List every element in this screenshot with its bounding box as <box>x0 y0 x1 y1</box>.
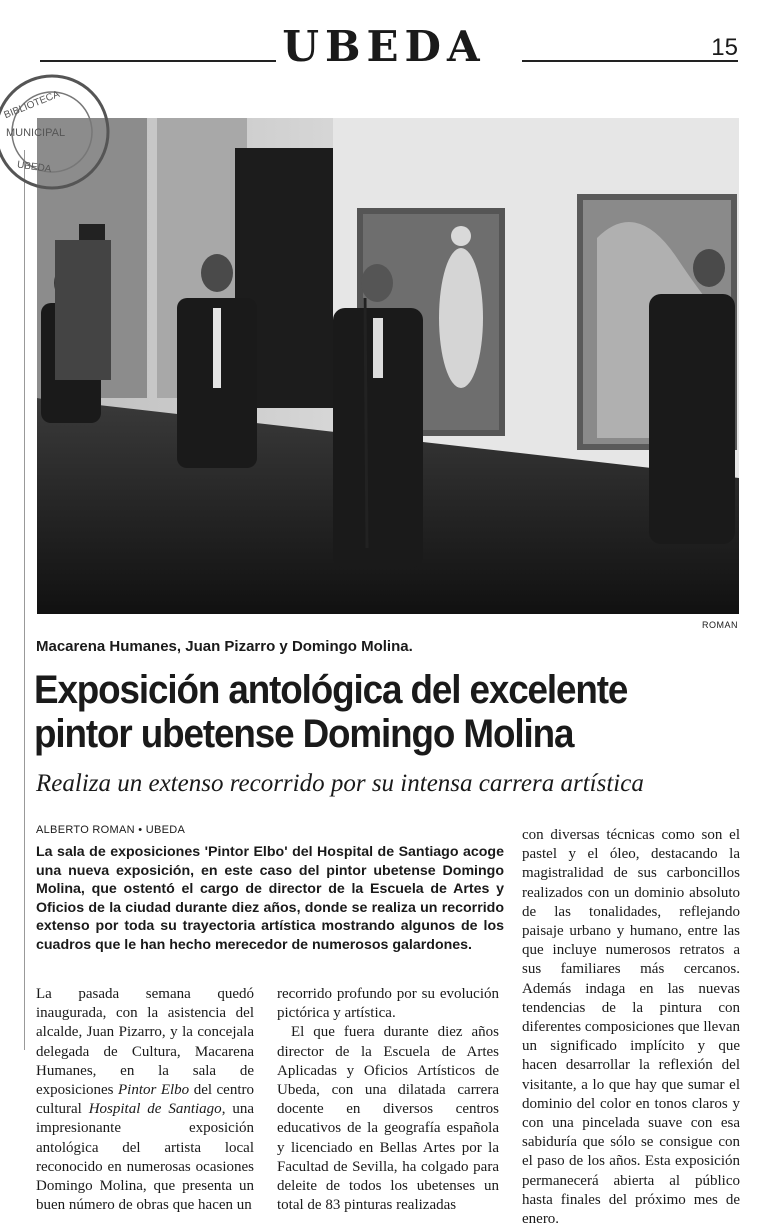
svg-text:UBEDA: UBEDA <box>16 159 52 176</box>
article-byline: ALBERTO ROMAN • UBEDA <box>36 824 186 836</box>
photo-caption: Macarena Humanes, Juan Pizarro y Domingo Molina. <box>36 638 413 655</box>
article-photo <box>37 118 739 614</box>
column-1-text-2: del centro cultural <box>36 1082 255 1118</box>
library-stamp <box>0 62 120 212</box>
svg-text:BIBLIOTECA: BIBLIOTECA <box>2 88 62 122</box>
article-lead: La sala de exposiciones 'Pintor Elbo' del Hospital de Santiago acoge una nueva exposición, en este caso del pintor ubetense Domingo Molina, que ostentó el cargo de director de la Escuela de Artes y Oficios de la ciudad durante diez años, donde se realiza un recorrido extenso por toda su trayectoria artística mostrando algunos de los cuadros que le han hecho merecedor de numerosos galardones. <box>36 844 504 953</box>
article-column-2 <box>277 985 499 1215</box>
svg-text:MUNICIPAL: MUNICIPAL <box>6 127 66 139</box>
section-title: UBEDA <box>282 22 486 71</box>
column-1-italic-2: Hospital de Santiago <box>88 1101 222 1118</box>
article-column-3 <box>522 826 740 1229</box>
column-1-text-1: La pasada semana quedó inaugurada, con la asistencia del alcalde, Juan Pizarro, y la concejala delegada de Cultura, Macarena Humanes, en la sala de exposiciones <box>36 986 254 1099</box>
column-2-paragraph-2: El que fuera durante diez años director de la Escuela de Artes Aplicadas y Oficios Artísticos de Ubeda, con una dilatada carrera docente en diversos centros educativos de la geografía española y licenciado en Bellas Artes por la Facultad de Sevilla, ha colgado para deleite de todos los ubetenses un total de 83 pinturas realizadas <box>277 1024 499 1214</box>
article-subheadline: Realiza un extenso recorrido por su intensa carrera artística <box>36 770 644 797</box>
column-1-paragraph <box>36 985 254 1215</box>
column-2-paragraph-1: recorrido profundo por su evolución pictórica y artística. <box>277 986 499 1022</box>
page-number: 15 <box>711 34 738 61</box>
column-1-italic-1: Pintor Elbo <box>118 1082 190 1099</box>
exhibition-photo-illustration <box>37 118 739 614</box>
article-column-1 <box>36 985 254 1215</box>
photo-credit: ROMAN <box>702 620 738 630</box>
column-1-text-3: , una impresionante exposición antológica del artista local reconocido en numerosas ocasiones Domingo Molina, que presenta un buen número de obras que hacen un <box>36 1101 254 1214</box>
column-3-paragraph-1: con diversas técnicas como son el pastel y el óleo, destacando la magistralidad de sus carboncillos realizados con un dominio absoluto de las tonalidades, reflejando paisaje urbano y humano, entre las que incluye numerosos retratos a sus familiares más cercanos. Además indaga en las nuevas tendencias de la pintura con diferentes composiciones que llevan un significado implícito y que hacen desarrollar la reflexión del visitante, a lo que hay que sumar el dominio del color en tonos claros y con una pincelada suave con esa sabiduría que sólo se consigue con el paso de los años. Esta exposición permanecerá abierta al público hasta finales del próximo mes de enero. <box>522 827 740 1228</box>
article-headline: Exposición antológica del excelente pintor ubetense Domingo Molina <box>34 668 628 756</box>
margin-rule <box>24 150 25 1050</box>
